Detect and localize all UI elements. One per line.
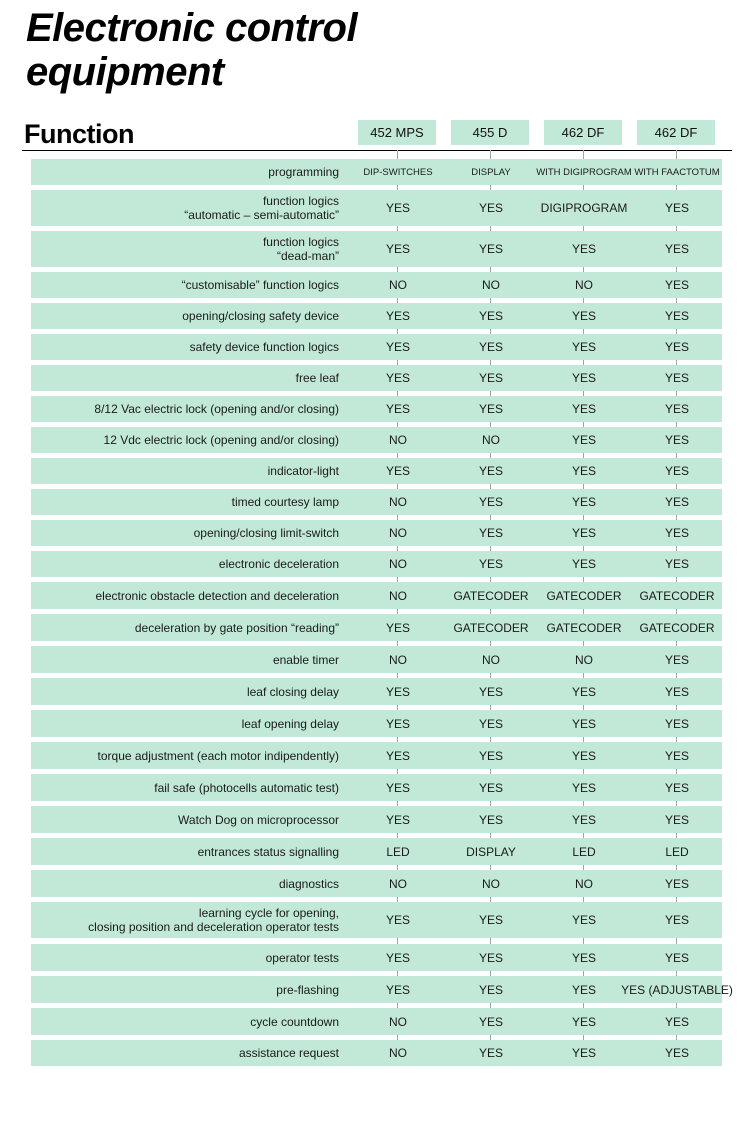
table-cell: YES [478, 242, 503, 256]
table-cell: YES (ADJUSTABLE) [621, 982, 733, 997]
table-cell: YES [664, 684, 689, 699]
table-cell: YES [664, 652, 689, 667]
function-label: timed courtesy lamp [231, 495, 339, 509]
table-cell: YES [385, 620, 410, 635]
table-cell: YES [571, 309, 596, 323]
table-cell: YES [478, 340, 503, 354]
table-cell: YES [664, 242, 689, 256]
table-cell: YES [664, 716, 689, 731]
table-cell: YES [664, 201, 689, 215]
table-cell: GATECODER [453, 588, 529, 603]
table-cell: NO [389, 1014, 407, 1029]
column-header-452-mps: 452 MPS [358, 120, 436, 145]
function-label: diagnostics [278, 876, 339, 891]
function-label: deceleration by gate position “reading” [134, 620, 339, 635]
table-row [31, 458, 722, 484]
table-cell: YES [478, 716, 503, 731]
table-cell: YES [385, 201, 410, 215]
table-cell: YES [385, 748, 410, 763]
table-cell: WITH DIGIPROGRAM [536, 166, 632, 178]
table-cell: YES [571, 526, 596, 540]
table-cell: WITH FAACTOTUM [634, 166, 720, 178]
table-cell: YES [571, 982, 596, 997]
function-label: fail safe (photocells automatic test) [154, 780, 339, 795]
column-header-455-d: 455 D [451, 120, 529, 145]
table-cell: NO [575, 278, 593, 292]
table-cell: NO [389, 652, 407, 667]
table-cell: NO [389, 588, 407, 603]
table-row [31, 190, 722, 226]
page-title-line-1: Electronic control [26, 6, 358, 50]
table-cell: YES [478, 557, 503, 571]
table-cell: YES [478, 1046, 503, 1060]
table-row [31, 582, 722, 609]
table-row [31, 774, 722, 801]
table-cell: DISPLAY [471, 166, 511, 178]
table-cell: YES [385, 716, 410, 731]
function-label: indicator-light [267, 464, 339, 478]
table-cell: YES [385, 464, 410, 478]
table-cell: NO [389, 557, 407, 571]
table-cell: YES [385, 309, 410, 323]
table-cell: YES [664, 340, 689, 354]
table-cell: YES [571, 402, 596, 416]
table-cell: YES [571, 495, 596, 509]
table-row [31, 427, 722, 453]
function-label: opening/closing safety device [182, 309, 339, 323]
table-cell: YES [571, 371, 596, 385]
function-label: entrances status signalling [197, 844, 339, 859]
table-cell: NO [482, 652, 500, 667]
table-cell: DIGIPROGRAM [540, 201, 628, 215]
table-cell: YES [478, 371, 503, 385]
function-label: 12 Vdc electric lock (opening and/or closing) [103, 433, 339, 447]
function-label: pre-flashing [276, 982, 339, 997]
function-label: enable timer [272, 652, 339, 667]
function-label: assistance request [238, 1046, 339, 1060]
table-cell: YES [664, 913, 689, 927]
function-label: function logics “dead-man” [262, 235, 339, 263]
table-cell: GATECODER [546, 588, 622, 603]
table-row [31, 646, 722, 673]
table-cell: YES [571, 433, 596, 447]
table-row [31, 231, 722, 267]
table-cell: YES [664, 748, 689, 763]
table-cell: YES [571, 1014, 596, 1029]
table-cell: YES [478, 780, 503, 795]
table-cell: YES [571, 1046, 596, 1060]
page-title-line-2: equipment [26, 50, 224, 94]
table-row [31, 272, 722, 298]
table-cell: YES [664, 278, 689, 292]
table-cell: NO [389, 1046, 407, 1060]
table-row [31, 806, 722, 833]
table-cell: NO [575, 876, 593, 891]
table-row [31, 520, 722, 546]
table-cell: LED [386, 844, 410, 859]
table-cell: YES [478, 201, 503, 215]
function-label: leaf closing delay [246, 684, 339, 699]
table-cell: YES [478, 1014, 503, 1029]
table-cell: NO [575, 652, 593, 667]
function-label: cycle countdown [250, 1014, 339, 1029]
table-cell: NO [389, 433, 407, 447]
table-cell: YES [571, 780, 596, 795]
table-row [31, 742, 722, 769]
table-cell: GATECODER [453, 620, 529, 635]
table-row [31, 614, 722, 641]
section-title: Function [24, 119, 134, 149]
function-label: 8/12 Vac electric lock (opening and/or closing) [94, 402, 339, 416]
table-cell: YES [385, 780, 410, 795]
table-cell: GATECODER [639, 588, 715, 603]
table-cell: LED [572, 844, 596, 859]
table-cell: YES [478, 464, 503, 478]
function-label: electronic obstacle detection and deceleration [95, 588, 339, 603]
table-cell: YES [571, 913, 596, 927]
table-cell: NO [482, 433, 500, 447]
table-cell: DIP-SWITCHES [363, 166, 433, 178]
column-header-462-df-faactotum: 462 DF [637, 120, 715, 145]
table-cell: YES [385, 242, 410, 256]
function-label: learning cycle for opening, closing position and deceleration operator tests [88, 906, 339, 934]
table-cell: YES [664, 433, 689, 447]
table-cell: YES [571, 340, 596, 354]
function-label: function logics “automatic – semi-automatic” [184, 194, 339, 222]
table-cell: NO [482, 278, 500, 292]
table-cell: YES [571, 557, 596, 571]
table-cell: NO [389, 278, 407, 292]
table-row [31, 303, 722, 329]
table-cell: YES [571, 242, 596, 256]
table-row [31, 365, 722, 391]
table-cell: YES [478, 402, 503, 416]
table-cell: YES [664, 876, 689, 891]
table-cell: YES [478, 684, 503, 699]
table-cell: YES [385, 913, 410, 927]
table-cell: YES [571, 464, 596, 478]
table-cell: YES [664, 950, 689, 965]
table-row [31, 159, 722, 185]
table-cell: YES [664, 557, 689, 571]
table-row [31, 334, 722, 360]
table-cell: YES [571, 684, 596, 699]
table-row [31, 976, 733, 1003]
table-cell: YES [664, 1046, 689, 1060]
table-row [31, 838, 722, 865]
table-cell: YES [571, 812, 596, 827]
table-cell: YES [664, 371, 689, 385]
table-cell: YES [478, 526, 503, 540]
header-rule [22, 150, 732, 151]
table-row [31, 870, 722, 897]
table-row [31, 678, 722, 705]
table-cell: YES [664, 464, 689, 478]
table-cell: YES [385, 950, 410, 965]
table-row [31, 1040, 722, 1066]
table-row [31, 396, 722, 422]
table-cell: YES [478, 982, 503, 997]
table-cell: YES [571, 950, 596, 965]
table-cell: GATECODER [639, 620, 715, 635]
table-cell: YES [478, 495, 503, 509]
function-label: safety device function logics [189, 340, 339, 354]
function-label: Watch Dog on microprocessor [178, 812, 339, 827]
function-label: opening/closing limit-switch [193, 526, 339, 540]
table-cell: YES [664, 402, 689, 416]
table-cell: YES [664, 812, 689, 827]
table-row [31, 551, 722, 577]
table-cell: YES [664, 526, 689, 540]
table-cell: YES [571, 716, 596, 731]
table-cell: YES [478, 812, 503, 827]
function-label: “customisable” function logics [181, 278, 339, 292]
table-cell: YES [478, 913, 503, 927]
function-label: operator tests [265, 950, 339, 965]
table-row [31, 944, 722, 971]
function-label: free leaf [295, 371, 339, 385]
table-cell: NO [389, 526, 407, 540]
table-cell: YES [385, 340, 410, 354]
table-row [31, 489, 722, 515]
table-cell: YES [664, 780, 689, 795]
function-label: programming [268, 165, 339, 179]
table-cell: DISPLAY [466, 844, 516, 859]
function-label: leaf opening delay [241, 716, 339, 731]
table-cell: YES [385, 812, 410, 827]
table-row [31, 902, 722, 938]
table-cell: NO [389, 876, 407, 891]
table-cell: YES [385, 684, 410, 699]
table-row [31, 710, 722, 737]
page-title [26, 6, 357, 94]
table-row [31, 1008, 722, 1035]
table-cell: YES [478, 748, 503, 763]
table-cell: YES [385, 402, 410, 416]
table-cell: YES [571, 748, 596, 763]
table-cell: NO [482, 876, 500, 891]
function-label: torque adjustment (each motor indipendently) [97, 748, 339, 763]
table-cell: YES [478, 950, 503, 965]
table-cell: YES [385, 982, 410, 997]
table-cell: GATECODER [546, 620, 622, 635]
table-cell: YES [664, 1014, 689, 1029]
table-cell: YES [664, 495, 689, 509]
table-cell: YES [385, 371, 410, 385]
table-cell: NO [389, 495, 407, 509]
table-cell: LED [665, 844, 689, 859]
column-header-462-df-digiprogram: 462 DF [544, 120, 622, 145]
table-cell: YES [664, 309, 689, 323]
table-cell: YES [478, 309, 503, 323]
function-label: electronic deceleration [218, 557, 339, 571]
